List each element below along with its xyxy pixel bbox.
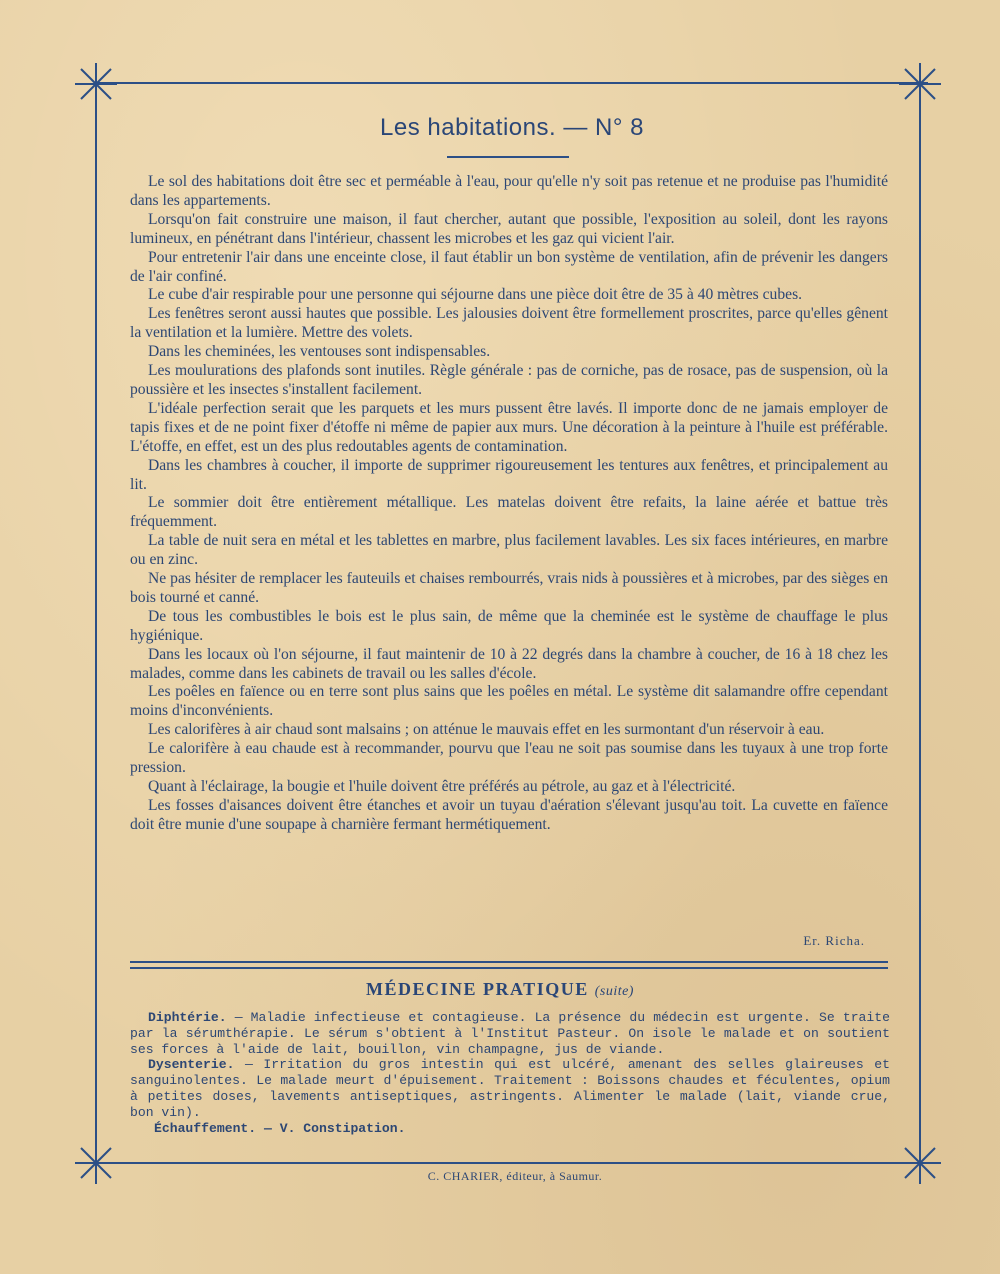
paragraph: La table de nuit sera en métal et les tablettes en marbre, plus facilement lavables. Les six faces intérieures, en marbre ou en zinc. [130, 532, 888, 569]
frame-bottom-line [96, 1162, 928, 1164]
star-corner-icon [897, 61, 943, 107]
medecine-text: — Irritation du gros intestin qui est ulcéré, amenant des selles glaireuses et sanguinolentes. Le malade meurt d'épuisement. Traitement : Boissons chaudes et féculentes, opium à petites doses, lavements antiseptiques, astringents. Alimenter le malade (lait, viande crue, bon vin). [130, 1057, 890, 1120]
paragraph: Ne pas hésiter de remplacer les fauteuils et chaises rembourrés, vrais nids à poussières et à microbes, par des sièges en bois tourné et canné. [130, 570, 888, 606]
frame-top-line [96, 82, 928, 84]
medecine-term: Échauffement. [154, 1120, 257, 1136]
paragraph: Pour entretenir l'air dans une enceinte close, il faut établir un bon système de ventilation, afin de prévenir les dangers de l'air confiné. [130, 248, 888, 285]
medecine-entry [130, 1010, 890, 1057]
paragraph: Les fenêtres seront aussi hautes que possible. Les jalousies doivent être formellement proscrites, parce qu'elles gênent la ventilation et la lumière. Mettre des volets. [130, 305, 888, 342]
paragraph: De tous les combustibles le bois est le plus sain, de même que la cheminée est le système de chauffage le plus hygiénique. [130, 607, 888, 644]
medecine-term: Dysenterie. [148, 1057, 235, 1073]
title-underline [447, 156, 569, 158]
paragraph: Dans les cheminées, les ventouses sont indispensables. [148, 343, 491, 361]
paragraph: Dans les locaux où l'on séjourne, il faut maintenir de 10 à 22 degrés dans la chambre à coucher, de 16 à 18 chez les malades, comme dans les cabinets de travail ou les salles d'école. [130, 645, 888, 682]
author-signature: Er. Richa. [803, 933, 865, 948]
article-body [130, 173, 888, 835]
paragraph: Les fosses d'aisances doivent être étanches et avoir un tuyau d'aération s'élevant jusqu'au toit. La cuvette en faïence doit être munie d'une soupape à charnière fermant hermétiquement. [130, 796, 888, 833]
paragraph: Quant à l'éclairage, la bougie et l'huile doivent être préférés au pétrole, au gaz et à l'électricité. [148, 778, 736, 795]
paragraph: L'idéale perfection serait que les parquets et les murs pussent être lavés. Il importe donc de ne jamais employer de tapis fixes et de ne point fixer d'étoffe ni même de papier aux murs. Une décoration à la peinture à l'huile est préférable. L'étoffe, en effet, est un des plus redoutables agents de contamination. [130, 399, 888, 455]
star-corner-icon [73, 61, 119, 107]
medecine-entry [130, 1121, 890, 1137]
medecine-text: — Maladie infectieuse et contagieuse. La présence du médecin est urgente. Se traite par la sérumthérapie. Le sérum s'obtient à l'Institut Pasteur. On isole le malade et on soutient ses forces à l'aide de lait, bouillon, vin champagne, jus de viande. [130, 1010, 890, 1057]
medecine-title-suite: (suite) [594, 984, 634, 999]
paragraph: Dans les chambres à coucher, il importe de supprimer rigoureusement les tentures aux fenêtres, et principalement au lit. [130, 456, 888, 493]
medecine-body [130, 1010, 890, 1136]
frame-right-line [919, 82, 921, 1164]
medecine-section-title [0, 979, 1000, 1000]
paragraph: Les poêles en faïence ou en terre sont plus sains que les poêles en métal. Le système dit salamandre offre cependant moins d'inconvénients. [130, 683, 888, 720]
paragraph: Le sommier doit être entièrement métallique. Les matelas doivent être refaits, la laine aérée et battue très fréquemment. [130, 494, 888, 531]
paragraph: Le sol des habitations doit être sec et perméable à l'eau, pour qu'elle n'y soit pas retenue et ne produise pas l'humidité dans les appartements. [130, 173, 888, 209]
publisher-line: C. CHARIER, éditeur, à Saumur. [427, 1169, 603, 1183]
paragraph: Lorsqu'on fait construire une maison, il faut chercher, autant que possible, l'exposition au soleil, dont les rayons lumineux, en pénétrant dans l'intérieur, chassent les microbes et les gaz qui vicient l'air. [130, 210, 888, 247]
paragraph: Le calorifère à eau chaude est à recommander, pourvu que l'eau ne soit pas soumise dans les tuyaux à une trop forte pression. [130, 740, 888, 777]
medecine-term: Diphtérie. [148, 1010, 227, 1025]
medecine-title-text: MÉDECINE PRATIQUE [366, 979, 589, 999]
frame-left-line [95, 82, 97, 1164]
section-divider-top [130, 961, 888, 963]
medecine-text: — V. Constipation. [256, 1120, 406, 1136]
paragraph: Les calorifères à air chaud sont malsains ; on atténue le mauvais effet en les surmontant d'un réservoir à eau. [148, 721, 825, 739]
section-divider-bottom [130, 967, 888, 969]
paragraph: Les moulurations des plafonds sont inutiles. Règle générale : pas de corniche, pas de rosace, pas de suspension, où la poussière et les insectes s'installent facilement. [130, 362, 888, 398]
paragraph: Le cube d'air respirable pour une personne qui séjourne dans une pièce doit être de 35 à 40 mètres cubes. [148, 286, 803, 304]
medecine-entry [130, 1057, 890, 1120]
page-title: Les habitations. — N° 8 [380, 114, 644, 141]
